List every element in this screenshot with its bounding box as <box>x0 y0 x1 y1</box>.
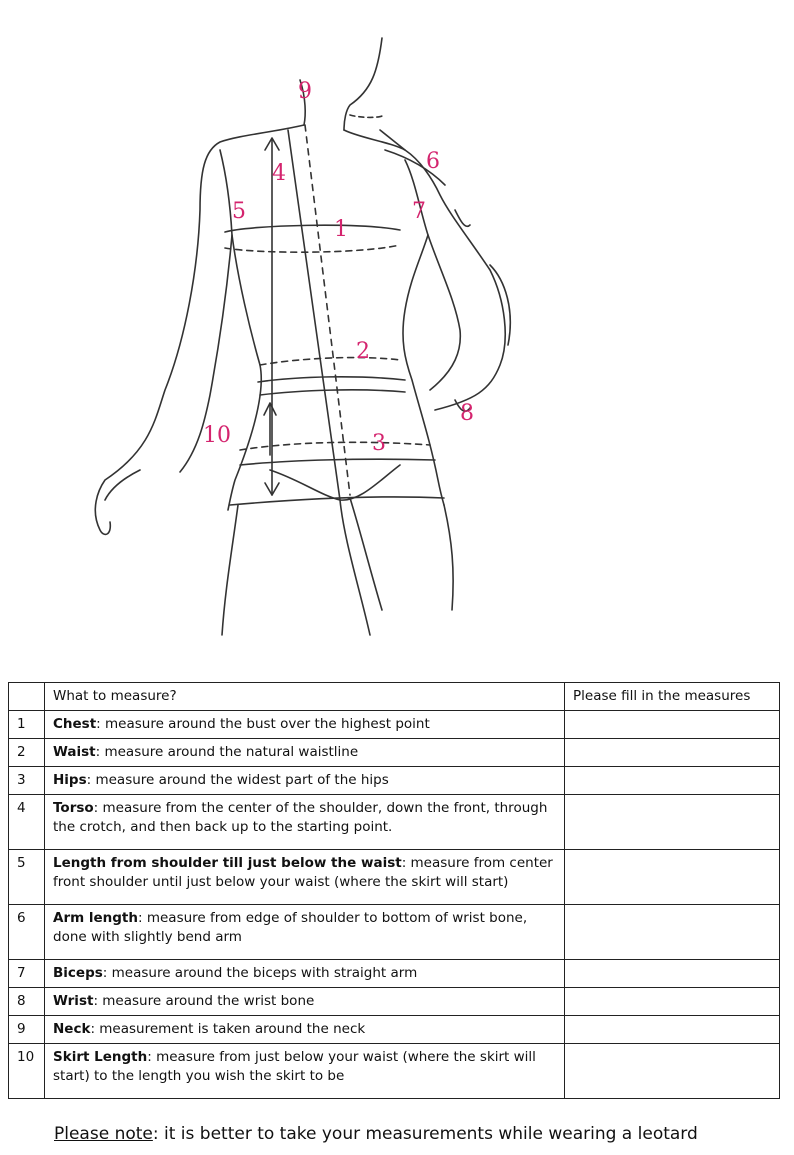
row-description <box>45 767 565 795</box>
row-desc-text: : measure from just below your waist (where the skirt will start) to the length you wish the skirt to be <box>53 1049 536 1084</box>
row-description <box>45 850 565 905</box>
measurement-table <box>8 682 780 1099</box>
row-description <box>45 1016 565 1044</box>
row-description <box>45 1044 565 1099</box>
measure-input-cell[interactable] <box>565 905 780 960</box>
table-row <box>9 1016 780 1044</box>
row-description <box>45 960 565 988</box>
row-term: Waist <box>53 744 96 760</box>
row-term: Chest <box>53 716 97 732</box>
table-row <box>9 905 780 960</box>
figure-label-10: 10 <box>203 423 231 448</box>
measure-input-cell[interactable] <box>565 988 780 1016</box>
table-row <box>9 960 780 988</box>
row-number: 1 <box>9 711 45 739</box>
measurement-figure <box>60 10 600 650</box>
row-term: Hips <box>53 772 87 788</box>
figure-label-6: 6 <box>426 149 440 174</box>
figure-label-1: 1 <box>334 217 348 242</box>
header-fill-cell: Please fill in the measures <box>565 683 780 711</box>
table-row <box>9 988 780 1016</box>
row-description <box>45 988 565 1016</box>
header-what-cell: What to measure? <box>45 683 565 711</box>
figure-number-labels <box>60 10 600 650</box>
row-term: Wrist <box>53 993 94 1009</box>
row-desc-text: : measure from edge of shoulder to bottom of wrist bone, done with slightly bend arm <box>53 910 528 945</box>
measure-input-cell[interactable] <box>565 1044 780 1099</box>
row-term: Torso <box>53 800 94 816</box>
measure-input-cell[interactable] <box>565 1016 780 1044</box>
measure-input-cell[interactable] <box>565 850 780 905</box>
measure-input-cell[interactable] <box>565 960 780 988</box>
header-index-cell <box>9 683 45 711</box>
measure-input-cell[interactable] <box>565 739 780 767</box>
figure-label-7: 7 <box>412 199 426 224</box>
row-desc-text: : measure from the center of the shoulder, down the front, through the crotch, and then back up to the starting point. <box>53 800 548 835</box>
row-description <box>45 795 565 850</box>
note-label: Please note <box>54 1124 153 1144</box>
table-row <box>9 711 780 739</box>
row-desc-text: : measure around the wrist bone <box>93 993 315 1009</box>
row-desc-text: : measure around the natural waistline <box>95 744 359 760</box>
row-number: 6 <box>9 905 45 960</box>
row-desc-text: : measure around the biceps with straight arm <box>102 965 418 981</box>
row-term: Biceps <box>53 965 103 981</box>
footer-note <box>54 1124 698 1144</box>
row-term: Arm length <box>53 910 138 926</box>
row-description <box>45 739 565 767</box>
table-header-row <box>9 683 780 711</box>
figure-label-2: 2 <box>356 339 370 364</box>
row-desc-text: : measurement is taken around the neck <box>90 1021 366 1037</box>
measure-input-cell[interactable] <box>565 795 780 850</box>
row-desc-text: : measure around the bust over the highest point <box>96 716 430 732</box>
row-number: 5 <box>9 850 45 905</box>
table-row <box>9 795 780 850</box>
figure-label-9: 9 <box>298 79 312 104</box>
row-desc-text: : measure from center front shoulder until just below your waist (where the skirt will start) <box>53 855 553 890</box>
table-row <box>9 1044 780 1099</box>
row-number: 4 <box>9 795 45 850</box>
table-row <box>9 850 780 905</box>
figure-label-4: 4 <box>272 161 286 186</box>
row-term: Skirt Length <box>53 1049 148 1065</box>
note-text: : it is better to take your measurements while wearing a leotard <box>152 1124 698 1144</box>
row-number: 10 <box>9 1044 45 1099</box>
row-number: 7 <box>9 960 45 988</box>
figure-label-5: 5 <box>232 199 246 224</box>
figure-label-3: 3 <box>372 431 386 456</box>
row-number: 2 <box>9 739 45 767</box>
table-row <box>9 767 780 795</box>
row-term: Length from shoulder till just below the waist <box>53 855 402 871</box>
figure-label-8: 8 <box>460 401 474 426</box>
table-row <box>9 739 780 767</box>
row-number: 8 <box>9 988 45 1016</box>
measure-input-cell[interactable] <box>565 711 780 739</box>
row-number: 9 <box>9 1016 45 1044</box>
row-term: Neck <box>53 1021 91 1037</box>
row-description <box>45 711 565 739</box>
row-desc-text: : measure around the widest part of the hips <box>86 772 389 788</box>
row-number: 3 <box>9 767 45 795</box>
row-description <box>45 905 565 960</box>
measure-input-cell[interactable] <box>565 767 780 795</box>
